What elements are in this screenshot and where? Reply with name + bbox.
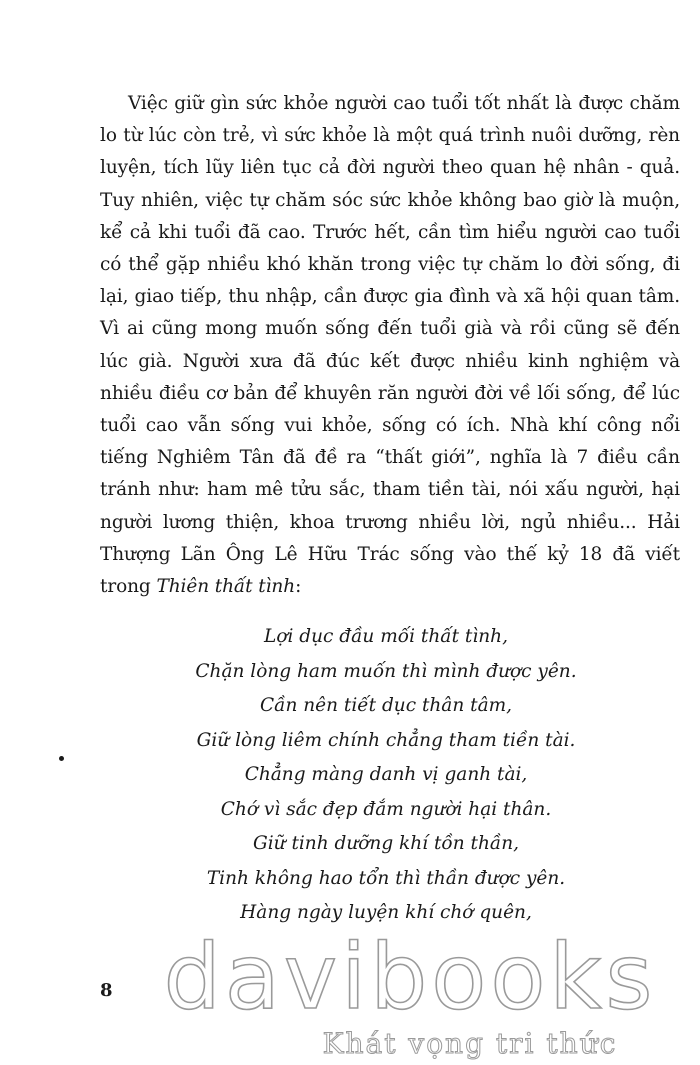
print-speck [59,756,64,761]
cited-work-title: Thiên thất tình [156,576,296,598]
page-body [100,88,680,603]
poem-line: Tinh không hao tổn thì thần được yên. [206,867,566,889]
poem-line: Cần nên tiết dục thân tâm, [259,695,513,716]
body-paragraph [100,88,680,603]
poem-line: Giữ tinh dưỡng khí tồn thần, [252,833,520,854]
watermark [120,925,700,1062]
poem-line: Chẳng màng danh vị ganh tài, [244,764,528,785]
watermark-brand: davibooks [163,925,657,1030]
watermark-tagline: Khát vọng tri thức [322,1027,618,1060]
poem-line: Chặn lòng ham muốn thì mình được yên. [195,660,577,682]
poem-line: Lợi dục đầu mối thất tình, [264,626,508,647]
body-paragraph-text: Việc giữ gìn sức khỏe người cao tuổi tốt nhất là được chăm lo từ lúc còn trẻ, vì sức khỏe là một quá trình nuôi dưỡng, rèn luyện, tích lũy liên tục cả đời người theo quan hệ nhân - quả. Tuy nhiên, việc tự chăm sóc sức khỏe không bao giờ là muộn, kể cả khi tuổi đã cao. Trước hết, cần tìm hiểu người cao tuổi có thể gặp nhiều khó khăn trong việc tự chăm lo đời sống, đi lại, giao tiếp, thu nhập, cần được gia đình và xã hội quan tâm. Vì ai cũng mong muốn sống đến tuổi già và rồi cũng sẽ đến lúc già. Người xưa đã đúc kết được nhiều kinh nghiệm và nhiều điều cơ bản để khuyên răn người đời về lối sống, để lúc tuổi cao vẫn sống vui khỏe, sống có ích. Nhà khí công nổi tiếng Nghiêm Tân đã đề ra “thất giới”, nghĩa là 7 điều cần tránh như: ham mê tửu sắc, tham tiền tài, nói xấu người, hại người lương thiện, khoa trương nhiều lời, ngủ nhiều... Hải Thượng Lãn Ông Lê Hữu Trác sống vào thế kỷ 18 đã viết trong [100,93,680,598]
poem-line: Chớ vì sắc đẹp đắm người hại thân. [220,798,552,820]
poem [100,620,672,931]
poem-line: Giữ lòng liêm chính chẳng tham tiền tài. [196,729,576,751]
poem-line: Hàng ngày luyện khí chớ quên, [240,902,532,923]
cited-work-suffix: : [295,576,302,598]
page-number: 8 [100,980,113,1001]
